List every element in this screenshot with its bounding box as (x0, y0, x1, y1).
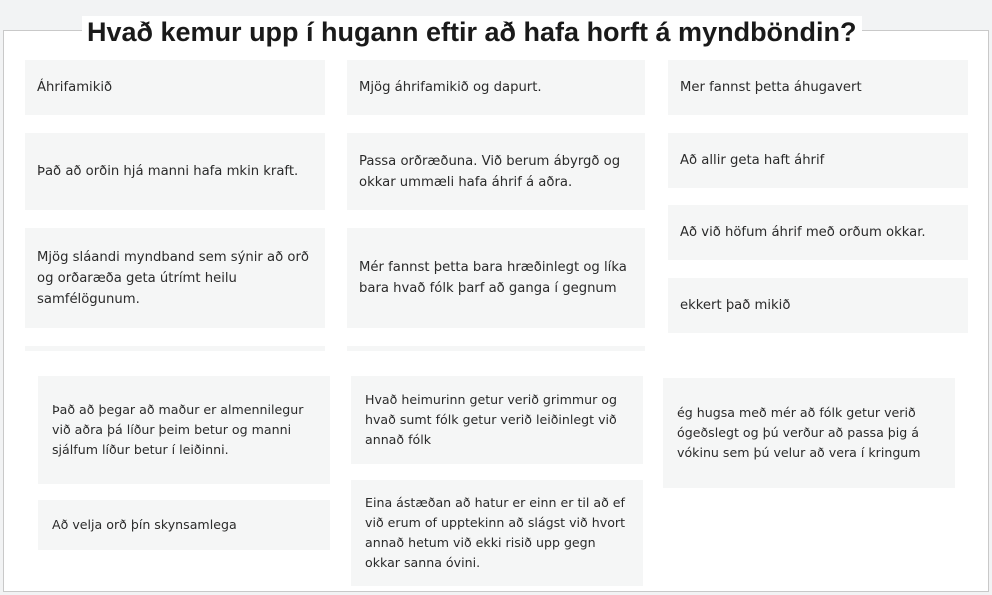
response-card (351, 376, 643, 464)
response-card (668, 60, 968, 115)
response-text: Hvað heimurinn getur verið grimmur og hvað sumt fólk getur verið leiðinlegt við annað fólk (365, 392, 617, 447)
response-card (668, 133, 968, 188)
response-text: Að velja orð þín skynsamlega (52, 517, 237, 532)
response-text: Mjög áhrifamikið og dapurt. (359, 80, 542, 95)
response-card (347, 60, 645, 115)
response-text: ekkert það mikið (680, 298, 791, 313)
response-card (25, 228, 325, 328)
card-edge (347, 346, 645, 351)
response-text: Að allir geta haft áhrif (680, 153, 825, 168)
response-card (663, 378, 955, 488)
response-card (668, 205, 968, 260)
response-text: Það að þegar að maður er almennilegur við aðra þá líður þeim betur og manni sjálfum líður betur í leiðinni. (52, 402, 304, 457)
response-card (668, 278, 968, 333)
response-text: Að við höfum áhrif með orðum okkar. (680, 225, 926, 240)
response-text: Eina ástæðan að hatur er einn er til að ef við erum of upptekinn að slágst við hvort annað hetum við ekki risið upp gegn okkar sanna óvini. (365, 495, 626, 570)
response-text: Mér fannst þetta bara hræðinlegt og líka bara hvað fólk þarf að ganga í gegnum (359, 260, 627, 296)
response-card (351, 480, 643, 586)
board-title: Hvað kemur upp í hugann eftir að hafa horft á myndböndin? (82, 16, 862, 48)
response-text: Mjög sláandi myndband sem sýnir að orð og orðaræða geta útrímt heilu samfélögunum. (37, 249, 309, 307)
response-card (347, 228, 645, 328)
response-text: Það að orðin hjá manni hafa mkin kraft. (37, 164, 299, 179)
card-edge (25, 346, 325, 351)
response-card (25, 133, 325, 210)
response-card (38, 376, 330, 484)
response-text: ég hugsa með mér að fólk getur verið ógeðslegt og þú verður að passa þig á vókinu sem þú velur að vera í kringum (677, 405, 921, 460)
response-text: Áhrifamikið (37, 80, 113, 95)
response-card (38, 500, 330, 550)
response-text: Passa orðræðuna. Við berum ábyrgð og okkar ummæli hafa áhrif á aðra. (359, 153, 621, 190)
response-card (347, 133, 645, 210)
response-card (25, 60, 325, 115)
response-text: Mer fannst þetta áhugavert (680, 80, 862, 95)
